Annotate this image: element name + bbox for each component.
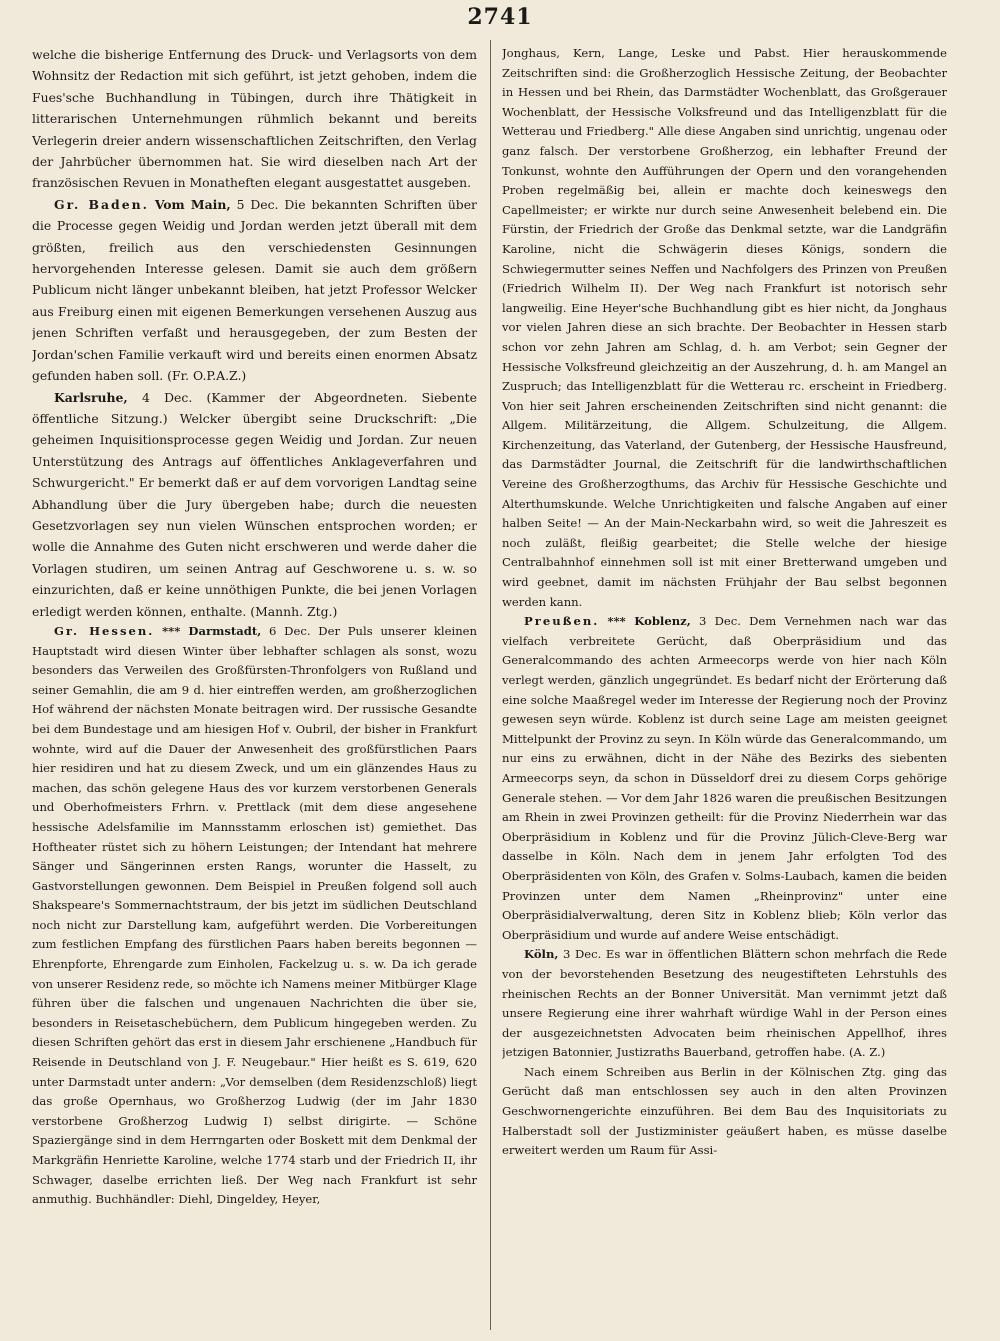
article-paragraph — [502, 1063, 947, 1161]
section-heading: Gr. Baden. — [54, 196, 149, 212]
paragraph-text: 6 Dec. Der Puls unserer kleinen Hauptstadt wird diesen Winter über lebhafter schlagen als sonst, wozu besonders das Verweilen des Großfürsten-Thronfolgers von Rußland und seiner Gemahlin, die am 9 d. hier eintreffen werden, am großherzoglichen Hof während der nächsten Monate beitragen wird. Der russische Gesandte bei dem Bundestage und am hiesigen Hof v. Oubril, der bisher in Frankfurt wohnte, wird auf die Dauer der Anwesenheit des großfürstlichen Paars hier residiren und hat zu diesem Zweck, und um ein glänzendes Haus zu machen, das schön gelegene Haus des vor kurzem verstorbenen Generals und Oberhofmeisters Frhrn. v. Prettlack (mit dem diese angesehene hessische Adelsfamilie im Mannsstamm erloschen ist) gemiethet. Das Hoftheater rüstet sich zu höhern Leistungen; der Intendant hat mehrere Sänger und Sängerinnen ersten Rangs, worunter die Hasselt, zu Gastvorstellungen gewonnen. Dem Beispiel in Preußen folgend soll auch Shakspeare's Sommernachtstraum, der bis jetzt im südlichen Deutschland noch nicht zur Darstellung kam, aufgeführt werden. Die Vorbereitungen zum festlichen Empfang des fürstlichen Paars haben bereits begonnen — Ehrenpforte, Ehrengarde zum Einholen, Fackelzug u. s. w. Da ich gerade von unserer Residenz rede, so möchte ich Namens meiner Mitbürger Klage führen über die falschen und ungenauen Nachrichten die über sie, besonders in Reisetaschebüchern, dem Publicum hingegeben werden. Zu diesen Schriften gehört das erst in diesem Jahr erschienene „Handbuch für Reisende in Deutschland von J. F. Neugebaur." Hier heißt es S. 619, 620 unter Darmstadt unter andern: „Vor demselben (dem Residenzschloß) liegt das große Opernhaus, wo Großherzog Ludwig (der im Jahr 1830 verstorbene Großherzog Ludwig I) selbst dirigirte. — Schöne Spaziergänge sind in dem Herrngarten oder Boskett mit dem Denkmal der Markgräfin Henriette Karoline, welche 1774 starb und der Friedrich II, ihr Schwager, daselbe errichten ließ. Der Weg nach Frankfurt ist sehr anmuthig. Buchhändler: Diehl, Dingeldey, Heyer, — [32, 623, 477, 1207]
dateline-place: Karlsruhe, — [54, 389, 128, 405]
section-heading: Gr. Hessen. — [54, 623, 155, 638]
dateline-place: Vom Main, — [154, 196, 231, 212]
paragraph-text: Nach einem Schreiben aus Berlin in der Kölnischen Ztg. ging das Gerücht daß man entschlossen sey auch in den alten Provinzen Geschwornengerichte einzuführen. Bei dem Bau des Inquisitoriats zu Halberstadt soll der Justizminister geäußert haben, es müsse daselbe erweitert werden um Raum für Assi- — [502, 1064, 947, 1158]
column-divider — [490, 40, 491, 1330]
article-paragraph — [32, 44, 477, 194]
article-paragraph — [32, 194, 477, 387]
dateline-place: *** Darmstadt, — [162, 623, 262, 638]
paragraph-text: 3 Dec. Es war in öffentlichen Blättern schon mehrfach die Rede von der bevorstehenden Besetzung des neugestifteten Lehrstuhls des rheinischen Rechts an der Bonner Universität. Man vernimmt jetzt daß unsere Regierung eine ihrer wahrhaft würdige Wahl in der Person eines der ausgezeichnetsten Advocaten beim rheinischen Appellhof, ihres jetzigen Batonnier, Justizraths Bauerband, getroffen habe. (A. Z.) — [502, 947, 947, 1060]
paragraph-text: welche die bisherige Entfernung des Druck- und Verlagsorts von dem Wohnsitz der Redaction mit sich geführt, ist jetzt gehoben, indem die Fues'sche Buchhandlung in Tübingen, durch ihre Thätigkeit in litterarischen Unternehmungen rühmlich bekannt und bereits Verlegerin dreier andern wissenschaftlichen Zeitschriften, den Verlag der Jahrbücher übernommen hat. Sie wird dieselben nach Art der französischen Revuen in Monatheften elegant ausgestattet ausgeben. — [32, 47, 477, 191]
section-heading: Preußen. — [524, 614, 600, 629]
paragraph-text: 3 Dec. Dem Vernehmen nach war das vielfach verbreitete Gerücht, daß Oberpräsidium und das Generalcommando des achten Armeecorps werde von hier nach Köln verlegt werden, gänzlich ungegründet. Es bedarf nicht der Erörterung daß eine solche Maaßregel weder im Interesse der Regierung noch der Provinz gewesen seyn würde. Koblenz ist durch seine Lage am meisten geeignet Mittelpunkt der Provinz zu seyn. In Köln würde das Generalcommando, um nur eins zu erwähnen, dicht in der Nähe des Bezirks des siebenten Armeecorps seyn, da schon in Düsseldorf drei zu diesem Corps gehörige Generale stehen. — Vor dem Jahr 1826 waren die preußischen Besitzungen am Rhein in zwei Provinzen getheilt: für die Provinz Niederrhein war das Oberpräsidium in Koblenz und für die Provinz Jülich-Cleve-Berg war dasselbe in Köln. Nach dem in jenem Jahr erfolgten Tod des Oberpräsidenten von Köln, des Grafen v. Solms-Laubach, kamen die beiden Provinzen unter dem Namen „Rheinprovinz" unter eine Oberpräsidialverwaltung, deren Sitz in Koblenz blieb; Köln verlor das Oberpräsidium und wurde auf andere Weise entschädigt. — [502, 614, 947, 942]
paragraph-text: 4 Dec. (Kammer der Abgeordneten. Siebente öffentliche Sitzung.) Welcker übergibt seine Druckschrift: „Die geheimen Inquisitionsprocesse gegen Weidig und Jordan. Zur neuen Unterstützung des Antrags auf öffentliches Anklageverfahren und Schwurgericht." Er bemerkt daß er auf dem vorvorigen Landtag seine Abhandlung über die Jury übergeben habe; durch die neuesten Gesetzvorlagen sey nun vielen Wünschen entsprochen worden; er wolle die Annahme des Guten nicht erschweren und werde daher die Vorlagen studiren, um seinen Antrag auf Geschworene u. s. w. so einzurichten, daß er keine unnöthigen Punkte, die bei jenen Vorlagen erledigt werden können, enthalte. (Mannh. Ztg.) — [32, 389, 477, 619]
left-column — [32, 44, 477, 1329]
right-column — [502, 44, 947, 1329]
article-paragraph — [32, 622, 477, 1210]
paragraph-text: 5 Dec. Die bekannten Schriften über die Processe gegen Weidig und Jordan werden jetzt überall mit dem größten, freilich aus den verschiedensten Gesinnungen hervorgehenden Interesse gelesen. Damit sie auch dem größern Publicum nicht länger unbekannt bleiben, hat jetzt Professor Welcker aus Freiburg einen mit eigenen Bemerkungen versehenen Auszug aus jenen Schriften verfaßt und herausgegeben, der zum Besten der Jordan'schen Familie verkauft wird und bereits einen enormen Absatz gefunden haben soll. (Fr. O.P.A.Z.) — [32, 196, 477, 384]
paragraph-text: Jonghaus, Kern, Lange, Leske und Pabst. Hier herauskommende Zeitschriften sind: die Großherzoglich Hessische Zeitung, der Beobachter in Hessen und bei Rhein, das Darmstädter Wochenblatt, das Großgerauer Wochenblatt, der Hessische Volksfreund und das Intelligenzblatt für die Wetterau und Friedberg." Alle diese Angaben sind unrichtig, ungenau oder ganz falsch. Der verstorbene Großherzog, ein lebhafter Freund der Tonkunst, wohnte den Aufführungen der Opern und den vorangehenden Proben regelmäßig bei, allein er machte doch keineswegs den Capellmeister; er wirkte nur durch seine Anwesenheit belebend ein. Die Fürstin, der Friedrich der Große das Denkmal setzte, war die Landgräfin Karoline, nicht die Schwägerin dieses Königs, sondern die Schwiegermutter seines Neffen und Nachfolgers des Prinzen von Preußen (Friedrich Wilhelm II). Der Weg nach Frankfurt ist notorisch sehr langweilig. Eine Heyer'sche Buchhandlung gibt es hier nicht, da Jonghaus vor vielen Jahren diese an sich brachte. Der Beobachter in Hessen starb schon vor zehn Jahren am Schlag, d. h. am Verbot; sein Gegner der Hessische Volksfreund gleichzeitig an der Auszehrung, d. h. am Mangel an Zuspruch; das Intelligenzblatt für die Wetterau rc. erscheint in Friedberg. Von hier seit Jahren erscheinenden Zeitschriften sind nicht genannt: die Allgem. Militärzeitung, die Allgem. Schulzeitung, die Allgem. Kirchenzeitung, das Vaterland, der Gutenberg, der Hessische Hausfreund, das Darmstädter Journal, die Zeitschrift für die landwirthschaftlichen Vereine des Großherzogthums, das Archiv für Hessische Geschichte und Alterthumskunde. Welche Unrichtigkeiten und falsche Angaben auf einer halben Seite! — An der Main-Neckarbahn wird, so weit die Jahreszeit es noch zuläßt, fleißig gearbeitet; die Stelle welche der hiesige Centralbahnhof einnehmen soll ist mit einer Bretterwand umgeben und wird geebnet, damit im nächsten Frühjahr der Bau selbst begonnen werden kann. — [502, 46, 947, 609]
page-number: 2741 — [467, 4, 533, 30]
article-paragraph — [32, 387, 477, 622]
dateline-place: *** Koblenz, — [607, 614, 691, 629]
dateline-place: Köln, — [524, 947, 559, 962]
article-paragraph — [502, 44, 947, 612]
article-paragraph — [502, 612, 947, 945]
article-paragraph — [502, 945, 947, 1063]
